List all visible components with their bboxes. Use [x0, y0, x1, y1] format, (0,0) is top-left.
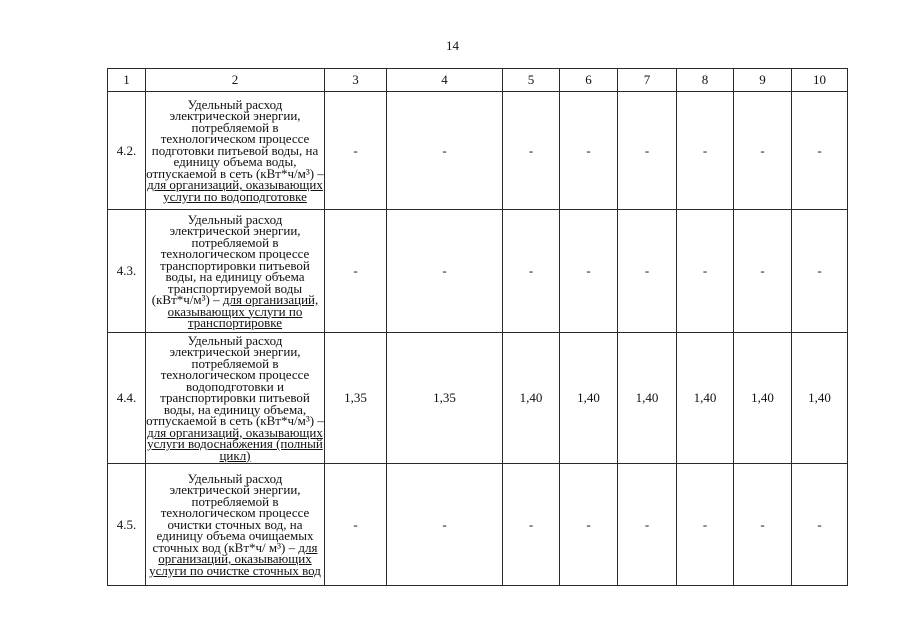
table-cell: -: [325, 210, 387, 333]
table-cell: -: [618, 210, 677, 333]
table-cell: -: [734, 92, 792, 210]
table-row: [108, 92, 848, 210]
table-cell: -: [560, 464, 618, 586]
table-cell: 1,40: [734, 333, 792, 464]
table-cell: -: [503, 464, 560, 586]
table-cell: 1,40: [792, 333, 848, 464]
description-underlined-text: для организаций, оказывающих услуги водоснабжения (полный цикл): [147, 424, 323, 463]
column-header: 3: [325, 69, 387, 92]
row-number: 4.5.: [108, 464, 146, 586]
table-cell: -: [387, 92, 503, 210]
table-cell: 1,35: [387, 333, 503, 464]
table-cell: 1,40: [503, 333, 560, 464]
description-underlined-text: для организаций, оказывающих услуги по транспортировке: [167, 292, 319, 330]
table-header-row: [108, 69, 848, 92]
table-cell: 1,35: [325, 333, 387, 464]
table-cell: -: [734, 210, 792, 333]
table-cell: -: [677, 92, 734, 210]
table-cell: -: [325, 464, 387, 586]
table-cell: -: [387, 210, 503, 333]
table-cell: -: [734, 464, 792, 586]
row-number: 4.4.: [108, 333, 146, 464]
table-cell: -: [618, 92, 677, 210]
table-cell: -: [792, 464, 848, 586]
table-cell: 1,40: [618, 333, 677, 464]
table-cell: 1,40: [560, 333, 618, 464]
description-text: Удельный расход электрической энергии, потребляемой в технологическом процессе очистки сточных вод, на единицу объема очищаемых сточных вод (кВт*ч/ м³) –: [152, 470, 314, 555]
description-text: Удельный расход электрической энергии, потребляемой в технологическом процессе транспортировки питьевой воды, на единицу объема транспортируемой воды (кВт*ч/м³) –: [151, 211, 310, 307]
column-header: 1: [108, 69, 146, 92]
table-cell: -: [792, 92, 848, 210]
table-row: [108, 464, 848, 586]
column-header: 9: [734, 69, 792, 92]
row-number: 4.3.: [108, 210, 146, 333]
row-description: [146, 464, 325, 586]
column-header: 5: [503, 69, 560, 92]
column-header: 8: [677, 69, 734, 92]
description-text: Удельный расход электрической энергии, потребляемой в технологическом процессе подготовки питьевой воды, на единицу объема воды, отпускаемой в сеть (кВт*ч/м³) –: [146, 96, 324, 181]
table-cell: -: [618, 464, 677, 586]
description-text: Удельный расход электрической энергии, потребляемой в технологическом процессе водоподготовки и транспортировки питьевой воды, на единицу объема, отпускаемой в сеть (кВт*ч/м³) –: [146, 332, 324, 429]
column-header: 10: [792, 69, 848, 92]
table-cell: -: [560, 210, 618, 333]
table-cell: -: [677, 464, 734, 586]
description-underlined-text: для организаций, оказывающих услуги по очистке сточных вод: [149, 539, 321, 578]
table-cell: -: [387, 464, 503, 586]
page-number: 14: [446, 38, 459, 53]
column-header: 6: [560, 69, 618, 92]
table-cell: -: [503, 92, 560, 210]
indicators-table: [107, 68, 848, 586]
table-cell: -: [792, 210, 848, 333]
description-underlined-text: для организаций, оказывающих услуги по водоподготовке: [147, 177, 323, 204]
row-description: [146, 92, 325, 210]
table-cell: -: [503, 210, 560, 333]
column-header: 2: [146, 69, 325, 92]
row-description: [146, 333, 325, 464]
column-header: 7: [618, 69, 677, 92]
row-number: 4.2.: [108, 92, 146, 210]
table-cell: -: [677, 210, 734, 333]
column-header: 4: [387, 69, 503, 92]
table-cell: -: [325, 92, 387, 210]
table-cell: -: [560, 92, 618, 210]
table-cell: 1,40: [677, 333, 734, 464]
table-row: [108, 210, 848, 333]
table-row: [108, 333, 848, 464]
row-description: [146, 210, 325, 333]
